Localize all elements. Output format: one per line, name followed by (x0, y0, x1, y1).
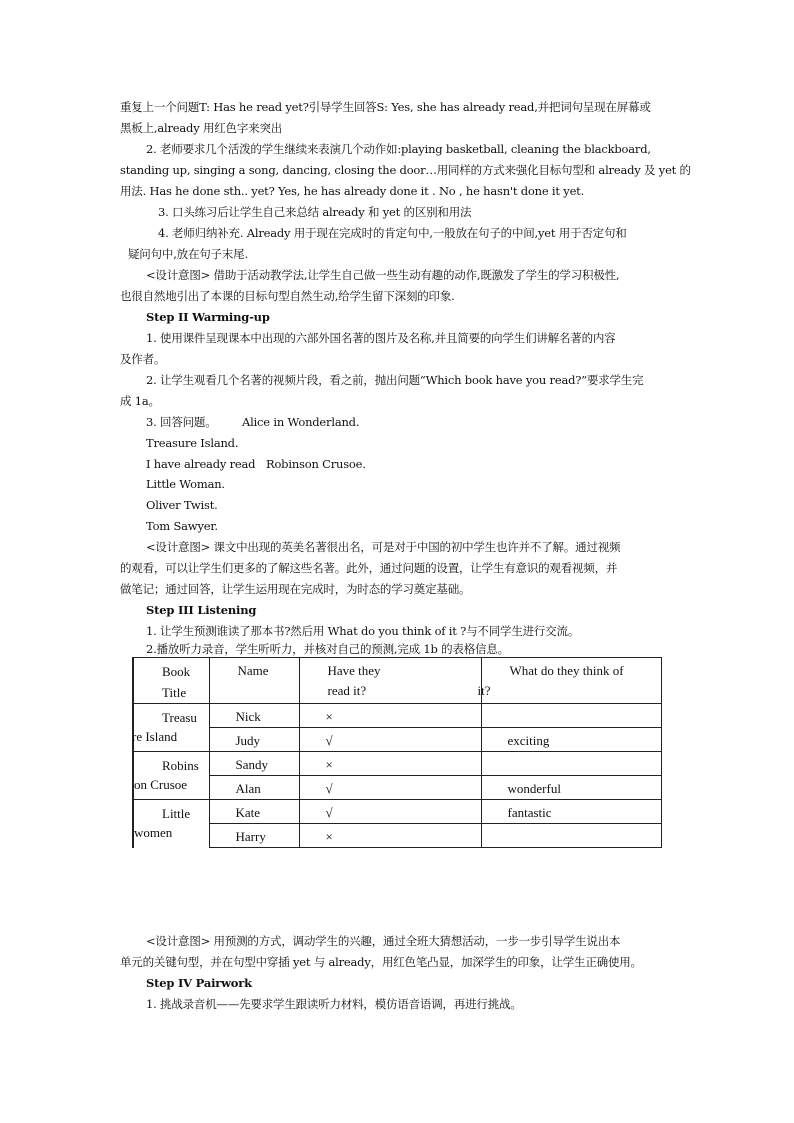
book-treasure: Treasure Island. (146, 436, 239, 450)
table-row (133, 800, 661, 824)
table-row (133, 752, 661, 776)
step3-item2: 2.播放听力录音，学生听听力，并核对自己的预测,完成 1b 的表格信息。 (146, 642, 509, 656)
step2-item1-line-1: 1. 使用课件呈现课本中出现的六部外国名著的图片及名称,并且简要的向学生们讲解名著的内容 (146, 331, 616, 345)
step3-item1: 1. 让学生预测谁读了那本书?然后用 What do you think of it ?与不同学生进行交流。 (146, 624, 580, 638)
name-cell: Alan (209, 776, 299, 800)
design-intent-1-line-1: <设计意图> 借助于活动教学法,让学生自己做一些生动有趣的动作,既激发了学生的学习积极性, (146, 268, 620, 282)
design-intent-2-line-1: <设计意图> 课文中出现的英美名著很出名，可是对于中国的初中学生也许并不了解。通过视频 (146, 540, 621, 554)
step2-item3-label: 3. 回答问题。 (146, 415, 217, 429)
table-row (133, 776, 661, 800)
header-name: Name (209, 658, 299, 704)
step3-title: Step III Listening (146, 603, 257, 617)
header-have-read: Have they read it? (299, 658, 481, 704)
design-intent-1-line-2: 也很自然地引出了本课的目标句型自然生动,给学生留下深刻的印象. (120, 289, 455, 303)
step2-title: Step II Warming-up (146, 310, 270, 324)
opinion-cell: fantastic (481, 800, 661, 824)
intro-item2-line-3: 用法. Has he done sth.. yet? Yes, he has already done it . No , he hasn't done it yet. (120, 184, 585, 198)
intro-item4-line-1: 4. 老师归纳补充. Already 用于现在完成时的肯定句中,一般放在句子的中间,yet 用于否定句和 (158, 226, 627, 240)
book-robinson: Robinson Crusoe. (266, 457, 366, 471)
table-row (133, 704, 661, 728)
book-little: Little Woman. (146, 477, 225, 491)
name-cell: Nick (209, 704, 299, 728)
design-intent-2-line-3: 做笔记；通过回答，让学生运用现在完成时，为时态的学习奠定基础。 (120, 582, 471, 596)
opinion-cell: exciting (481, 728, 661, 752)
opinion-cell (481, 704, 661, 728)
intro-item3: 3. 口头练习后让学生自己来总结 already 和 yet 的区别和用法 (158, 205, 472, 219)
header-book-title: Book Title (133, 658, 209, 704)
name-cell: Sandy (209, 752, 299, 776)
opinion-cell (481, 752, 661, 776)
design-intent-2-line-2: 的观看，可以让学生们更多的了解这些名著。此外，通过问题的设置，让学生有意识的观看视频，并 (120, 561, 618, 575)
listening-table (132, 657, 662, 848)
step4-title: Step IV Pairwork (146, 976, 252, 990)
step4-item1: 1. 挑战录音机——先要求学生跟读听力材料，模仿语音语调，再进行挑战。 (146, 997, 522, 1011)
intro-item2-line-1: 2. 老师要求几个活泼的学生继续来表演几个动作如:playing basketball, cleaning the blackboard, (146, 142, 651, 156)
step2-item1-line-2: 及作者。 (120, 352, 166, 366)
read-cell: √ (299, 776, 481, 800)
name-cell: Harry (209, 824, 299, 848)
header-opinion: What do they think of it? (481, 658, 661, 704)
read-cell: × (299, 824, 481, 848)
book-prefix: I have already read (146, 457, 256, 471)
opinion-cell (481, 824, 661, 848)
table-row (133, 728, 661, 752)
book-title-robinson: Robins on Crusoe (133, 752, 209, 800)
read-cell: √ (299, 800, 481, 824)
read-cell: √ (299, 728, 481, 752)
name-cell: Judy (209, 728, 299, 752)
intro-line-2: 黑板上,already 用红色字来突出 (120, 121, 283, 135)
table-row (133, 824, 661, 848)
book-title-little-women: Little women (133, 800, 209, 848)
design-intent-3-line-2: 单元的关键句型，并在句型中穿插 yet 与 already，用红色笔凸显，加深学生的印象，让学生正确使用。 (120, 955, 642, 969)
read-cell: × (299, 704, 481, 728)
intro-item2-line-2: standing up, singing a song, dancing, closing the door…用同样的方式来强化目标句型和 already 及 yet 的 (120, 163, 691, 177)
read-cell: × (299, 752, 481, 776)
step2-item2-line-2: 成 1a。 (120, 394, 160, 408)
opinion-cell: wonderful (481, 776, 661, 800)
design-intent-3-line-1: <设计意图> 用预测的方式，调动学生的兴趣，通过全班大猜想活动，一步一步引导学生说出本 (146, 934, 621, 948)
step2-item2-line-1: 2. 让学生观看几个名著的视频片段，看之前，抛出问题“Which book have you read?”要求学生完 (146, 373, 644, 387)
table-header-row (133, 658, 661, 704)
name-cell: Kate (209, 800, 299, 824)
book-tom: Tom Sawyer. (146, 519, 218, 533)
intro-item4-line-2: 疑问句中,放在句子末尾. (128, 247, 248, 261)
book-alice: Alice in Wonderland. (242, 415, 360, 429)
intro-line-1: 重复上一个问题T: Has he read yet?引导学生回答S: Yes, she has already read,并把词句呈现在屏幕或 (120, 100, 651, 114)
book-oliver: Oliver Twist. (146, 498, 218, 512)
book-title-treasure: Treasu re Island (133, 704, 209, 752)
